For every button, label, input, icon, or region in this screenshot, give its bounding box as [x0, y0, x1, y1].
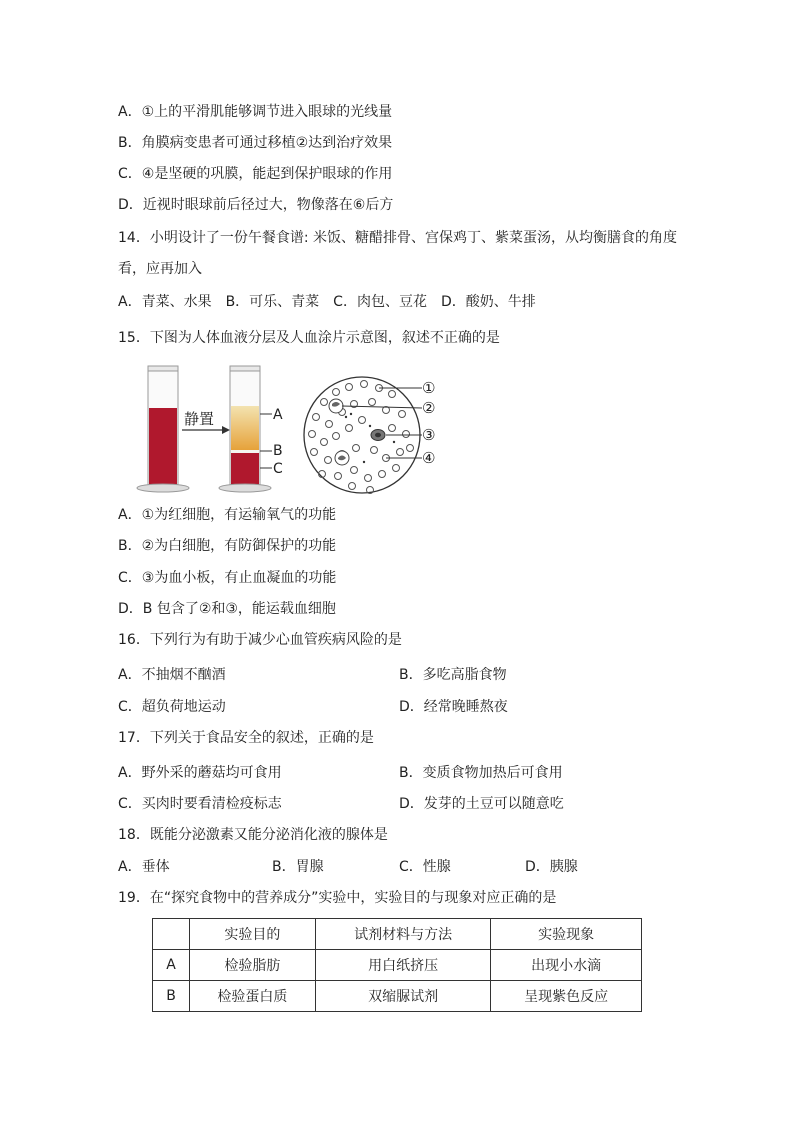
blood-figure — [124, 362, 454, 500]
q13-option-c: C．④是坚硬的巩膜，能起到保护眼球的作用 — [118, 166, 393, 182]
table-row — [153, 950, 642, 981]
table-cell: 用白纸挤压 — [315, 950, 490, 981]
q16-option-d: D．经常晚睡熬夜 — [399, 699, 508, 715]
q18-option-b: B．胃腺 — [272, 859, 324, 875]
q16-stem: 16．下列行为有助于减少心血管疾病风险的是 — [118, 632, 402, 648]
q15-option-c: C．③为血小板，有止血凝血的功能 — [118, 570, 337, 586]
table-cell: B — [153, 981, 190, 1012]
table-header-cell — [153, 919, 190, 950]
smear-label-3: ③ — [422, 426, 436, 444]
table-header-row — [153, 919, 642, 950]
experiment-table — [152, 918, 642, 1012]
q15-option-b: B．②为白细胞，有防御保护的功能 — [118, 538, 337, 554]
q15-option-d: D．B 包含了②和③，能运载血细胞 — [118, 601, 336, 617]
q14-options: A．青菜、水果 B．可乐、青菜 C．肉包、豆花 D．酸奶、牛排 — [118, 294, 536, 310]
layer-a-plasma — [231, 406, 259, 450]
q13-option-a: A．①上的平滑肌能够调节进入眼球的光线量 — [118, 104, 393, 120]
smear-label-2: ② — [422, 399, 436, 417]
nucleated-cell — [371, 430, 385, 441]
q16-option-c: C．超负荷地运动 — [118, 699, 226, 715]
table-cell: A — [153, 950, 190, 981]
blood-layering-and-smear-diagram — [124, 362, 454, 500]
q17-option-a: A．野外采的蘑菇均可食用 — [118, 765, 282, 781]
white-blood-cell-2 — [335, 451, 349, 465]
q17-option-c: C．买肉时要看清检疫标志 — [118, 796, 282, 812]
q15-option-a: A．①为红细胞，有运输氧气的功能 — [118, 507, 337, 523]
q16-option-b: B．多吃高脂食物 — [399, 667, 507, 683]
table-cell: 呈现紫色反应 — [491, 981, 642, 1012]
q17-stem: 17．下列关于食品安全的叙述，正确的是 — [118, 730, 374, 746]
arrow-label: 静置 — [184, 410, 215, 428]
q13-option-d: D．近视时眼球前后径过大，物像落在⑥后方 — [118, 197, 394, 213]
table-header-cell: 实验现象 — [491, 919, 642, 950]
q18-option-a: A．垂体 — [118, 859, 170, 875]
table-row — [153, 981, 642, 1012]
layer-c-rbc — [231, 453, 259, 485]
smear-label-4: ④ — [422, 449, 436, 467]
table-cell: 出现小水滴 — [491, 950, 642, 981]
table-cell: 双缩脲试剂 — [315, 981, 490, 1012]
layer-b-buffy — [231, 450, 259, 453]
table-header-cell: 实验目的 — [190, 919, 316, 950]
white-blood-cell — [329, 399, 343, 413]
q18-stem: 18．既能分泌激素又能分泌消化液的腺体是 — [118, 827, 388, 843]
table-cell: 检验蛋白质 — [190, 981, 316, 1012]
q16-option-a: A．不抽烟不酗酒 — [118, 667, 226, 683]
q17-option-b: B．变质食物加热后可食用 — [399, 765, 563, 781]
cylinder-unsettled — [137, 366, 189, 492]
label-a: A — [273, 407, 283, 423]
q13-option-b: B．角膜病变患者可通过移植②达到治疗效果 — [118, 135, 393, 151]
label-c: C — [273, 461, 283, 477]
q15-stem: 15．下图为人体血液分层及人血涂片示意图，叙述不正确的是 — [118, 330, 500, 346]
q14-stem-line2: 看，应再加入 — [118, 261, 202, 277]
label-b: B — [273, 443, 283, 459]
table-header-cell: 试剂材料与方法 — [315, 919, 490, 950]
smear-label-1: ① — [422, 379, 436, 397]
q19-stem: 19．在“探究食物中的营养成分”实验中，实验目的与现象对应正确的是 — [118, 890, 557, 906]
q17-option-d: D．发芽的土豆可以随意吃 — [399, 796, 564, 812]
q18-option-c: C．性腺 — [399, 859, 451, 875]
q14-stem-line1: 14．小明设计了一份午餐食谱: 米饭、糖醋排骨、宫保鸡丁、紫菜蛋汤，从均衡膳食的角度 — [118, 230, 677, 246]
q18-option-d: D．胰腺 — [525, 859, 578, 875]
table-cell: 检验脂肪 — [190, 950, 316, 981]
